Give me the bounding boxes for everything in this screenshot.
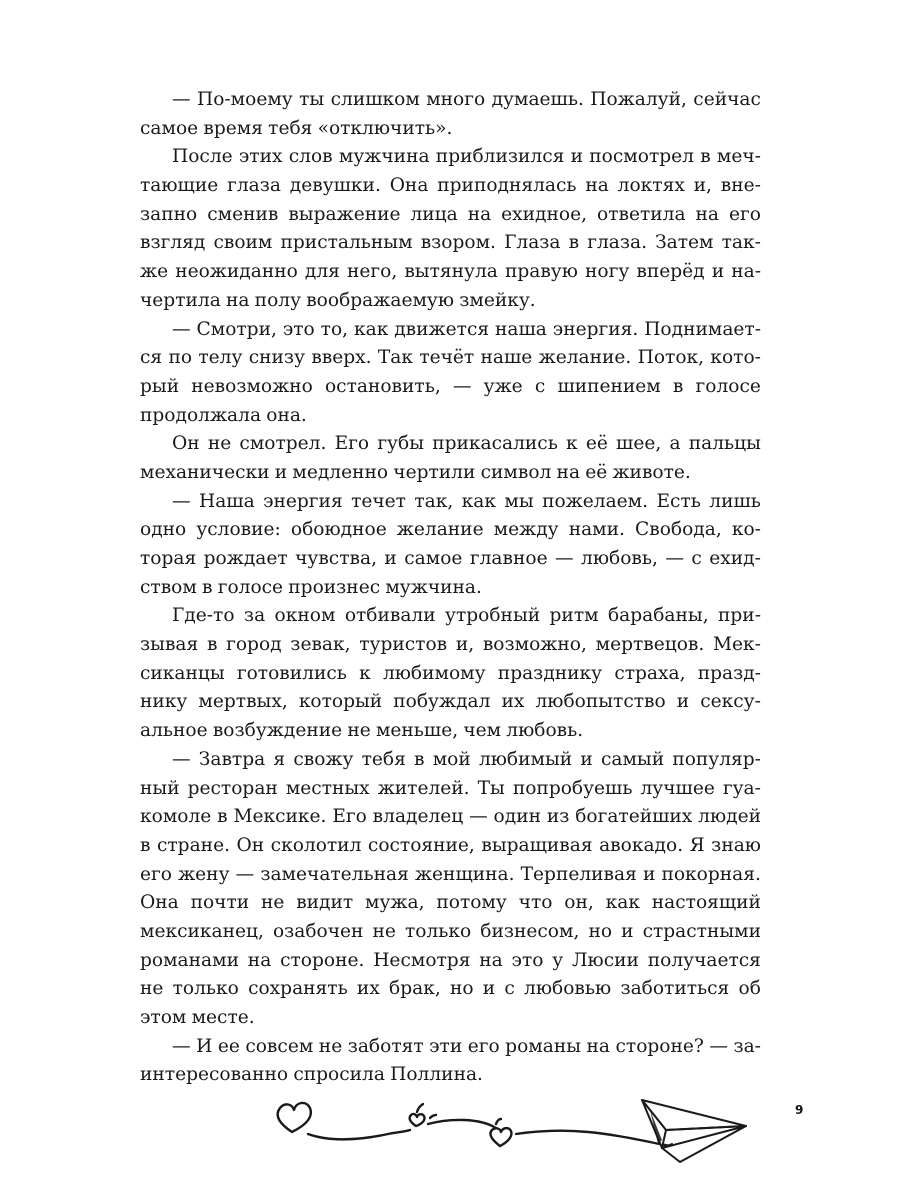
text-line: нику мертвых, который побуждал их любопытство и сексу- bbox=[140, 691, 761, 713]
text-line: чертила на полу воображаемую змейку. bbox=[140, 289, 536, 311]
text-line: же неожиданно для него, вытянула правую ногу вперёд и на- bbox=[140, 261, 761, 283]
text-line: — По-моему ты слишком много думаешь. Пожалуй, сейчас bbox=[172, 89, 761, 110]
text-line: самое время тебя «отключить». bbox=[140, 117, 453, 139]
text-line: — Смотри, это то, как движется наша энергия. Поднимает- bbox=[172, 318, 761, 340]
text-line: его жену — замечательная женщина. Терпеливая и покорная. bbox=[140, 863, 761, 885]
text-line: в стране. Он сколотил состояние, выращивая авокадо. Я знаю bbox=[140, 834, 761, 856]
text-line: После этих слов мужчина приблизился и посмотрел в меч- bbox=[172, 146, 761, 168]
text-line: продолжала она. bbox=[140, 404, 307, 426]
body-text bbox=[140, 86, 761, 1090]
text-line: мексиканец, озабочен не только бизнесом, но и страстными bbox=[140, 920, 761, 942]
text-line: взгляд своим пристальным взором. Глаза в глаза. Затем так- bbox=[140, 232, 761, 254]
text-line: зывая в город зевак, туристов и, возможно, мертвецов. Мек- bbox=[140, 634, 761, 656]
text-line: ся по телу снизу вверх. Так течёт наше желание. Поток, кото- bbox=[140, 347, 761, 369]
text-line: не только сохранять их брак, но и с любовью заботиться об bbox=[140, 978, 761, 1000]
text-line: этом месте. bbox=[140, 1007, 255, 1028]
text-line: рый невозможно остановить, — уже с шипением в голосе bbox=[140, 375, 761, 397]
ornament-line bbox=[428, 1120, 496, 1128]
page-number: 9 bbox=[795, 1103, 804, 1117]
heart-icon bbox=[278, 1103, 311, 1132]
text-line: одно условие: обоюдное желание между нами. Свобода, ко- bbox=[140, 519, 761, 541]
text-line: комоле в Мексике. Его владелец — один из богатейших людей bbox=[140, 806, 761, 828]
decorative-ornament bbox=[270, 1088, 780, 1178]
text-line: альное возбуждение не меньше, чем любовь. bbox=[140, 720, 584, 742]
text-line: тающие глаза девушки. Она приподнялась на локтях и, вне- bbox=[140, 175, 761, 197]
text-line: романами на стороне. Несмотря на это у Люсии получается bbox=[140, 949, 761, 971]
text-line: — И ее совсем не заботят эти его романы на стороне? — за- bbox=[172, 1035, 761, 1057]
text-line: ством в голосе произнес мужчина. bbox=[140, 576, 482, 598]
text-line: механически и медленно чертили символ на её животе. bbox=[140, 461, 691, 483]
text-line: сиканцы готовились к любимому празднику страха, празд- bbox=[140, 662, 761, 684]
ornament-line bbox=[308, 1130, 410, 1139]
text-line: Он не смотрел. Его губы прикасались к её шее, а пальцы bbox=[172, 433, 761, 455]
text-line: запно сменив выражение лица на ехидное, ответила на его bbox=[140, 203, 761, 225]
text-line: торая рождает чувства, и самое главное — любовь, — с ехид- bbox=[140, 548, 761, 569]
text-line: — Завтра я свожу тебя в мой любимый и самый популяр- bbox=[172, 748, 761, 770]
text-line: — Наша энергия течет так, как мы пожелаем. Есть лишь bbox=[172, 490, 761, 512]
text-line: ный ресторан местных жителей. Ты попробуешь лучшее гуа- bbox=[140, 777, 761, 799]
text-line: интересованно спросила Поллина. bbox=[140, 1064, 483, 1086]
heart-icon bbox=[490, 1119, 511, 1146]
text-line: Где-то за окном отбивали утробный ритм барабаны, при- bbox=[172, 605, 761, 627]
text-line: Она почти не видит мужа, потому что он, как настоящий bbox=[140, 892, 761, 914]
